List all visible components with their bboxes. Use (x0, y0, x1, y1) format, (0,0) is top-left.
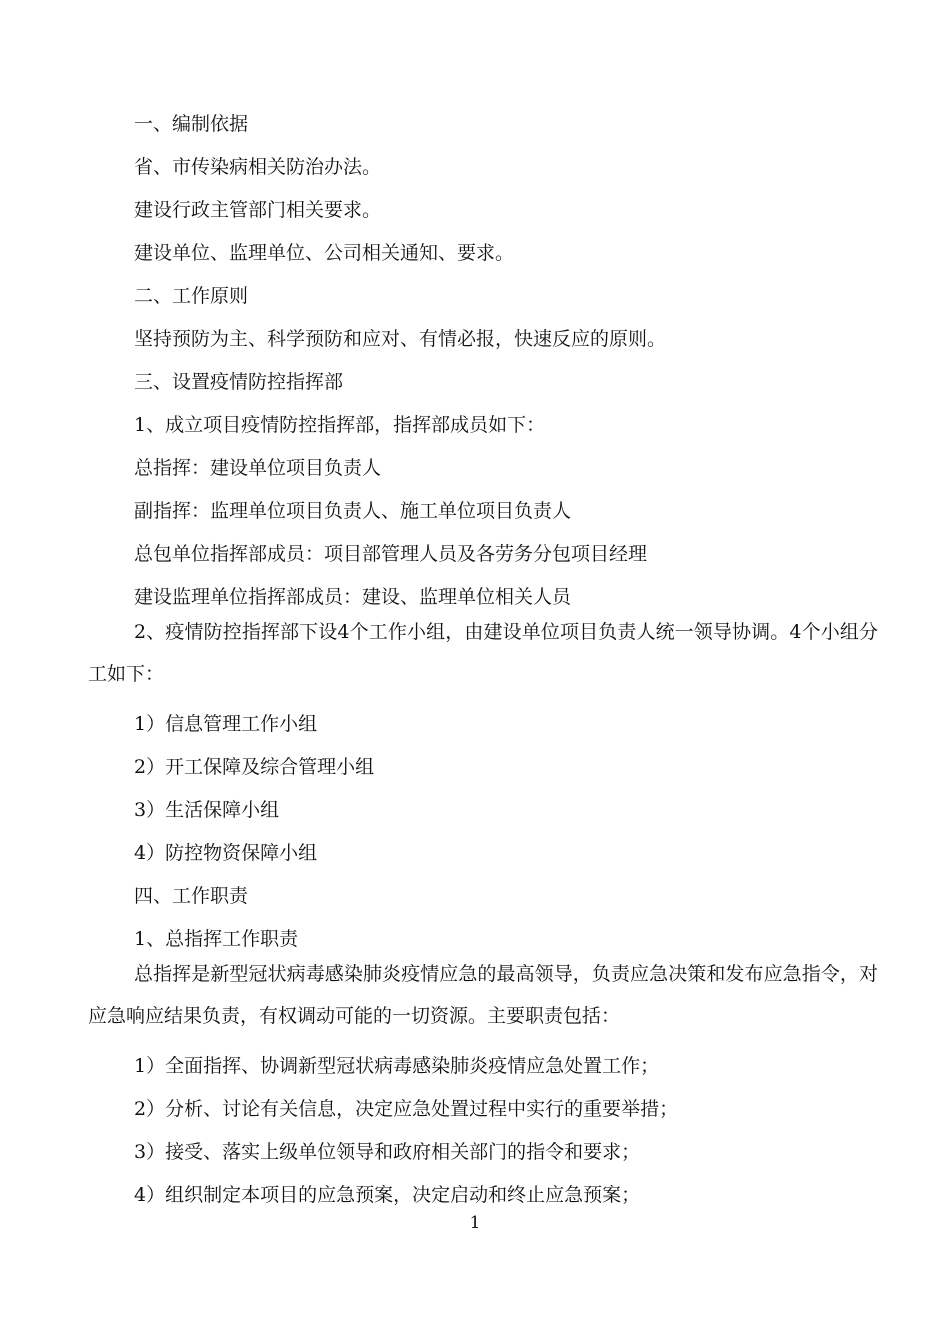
paragraph: 1、总指挥工作职责 (134, 928, 299, 950)
list-item: 4）组织制定本项目的应急预案，决定启动和终止应急预案； (134, 1184, 641, 1206)
paragraph: 坚持预防为主、科学预防和应对、有情必报，快速反应的原则。 (134, 328, 667, 350)
heading-work-duties: 四、工作职责 (134, 885, 249, 907)
heading-compilation-basis: 一、编制依据 (134, 113, 249, 135)
page-number: 1 (469, 1213, 481, 1233)
paragraph-wrapped: 2、疫情防控指挥部下设4个工作小组，由建设单位项目负责人统一领导协调。4个小组分工如下： (88, 621, 878, 685)
paragraph: 建设单位、监理单位、公司相关通知、要求。 (134, 242, 515, 264)
list-item: 3）生活保障小组 (134, 799, 280, 821)
list-item: 4）防控物资保障小组 (134, 842, 318, 864)
paragraph: 建设监理单位指挥部成员：建设、监理单位相关人员 (134, 586, 572, 608)
paragraph: 建设行政主管部门相关要求。 (134, 199, 382, 221)
paragraph: 总指挥：建设单位项目负责人 (134, 457, 382, 479)
paragraph: 1、成立项目疫情防控指挥部，指挥部成员如下： (134, 414, 546, 436)
list-item: 2）分析、讨论有关信息，决定应急处置过程中实行的重要举措； (134, 1098, 679, 1120)
paragraph: 总包单位指挥部成员：项目部管理人员及各劳务分包项目经理 (134, 543, 648, 565)
list-item: 1）全面指挥、协调新型冠状病毒感染肺炎疫情应急处置工作； (134, 1055, 660, 1077)
paragraph: 副指挥：监理单位项目负责人、施工单位项目负责人 (134, 500, 572, 522)
list-item: 1）信息管理工作小组 (134, 713, 318, 735)
list-item: 2）开工保障及综合管理小组 (134, 756, 375, 778)
paragraph-wrapped: 总指挥是新型冠状病毒感染肺炎疫情应急的最高领导，负责应急决策和发布应急指令，对应急响应结果负责，有权调动可能的一切资源。主要职责包括： (88, 963, 878, 1027)
list-item: 3）接受、落实上级单位领导和政府相关部门的指令和要求； (134, 1141, 641, 1163)
heading-command-center: 三、设置疫情防控指挥部 (134, 371, 344, 393)
paragraph: 省、市传染病相关防治办法。 (134, 156, 382, 178)
heading-work-principles: 二、工作原则 (134, 285, 249, 307)
